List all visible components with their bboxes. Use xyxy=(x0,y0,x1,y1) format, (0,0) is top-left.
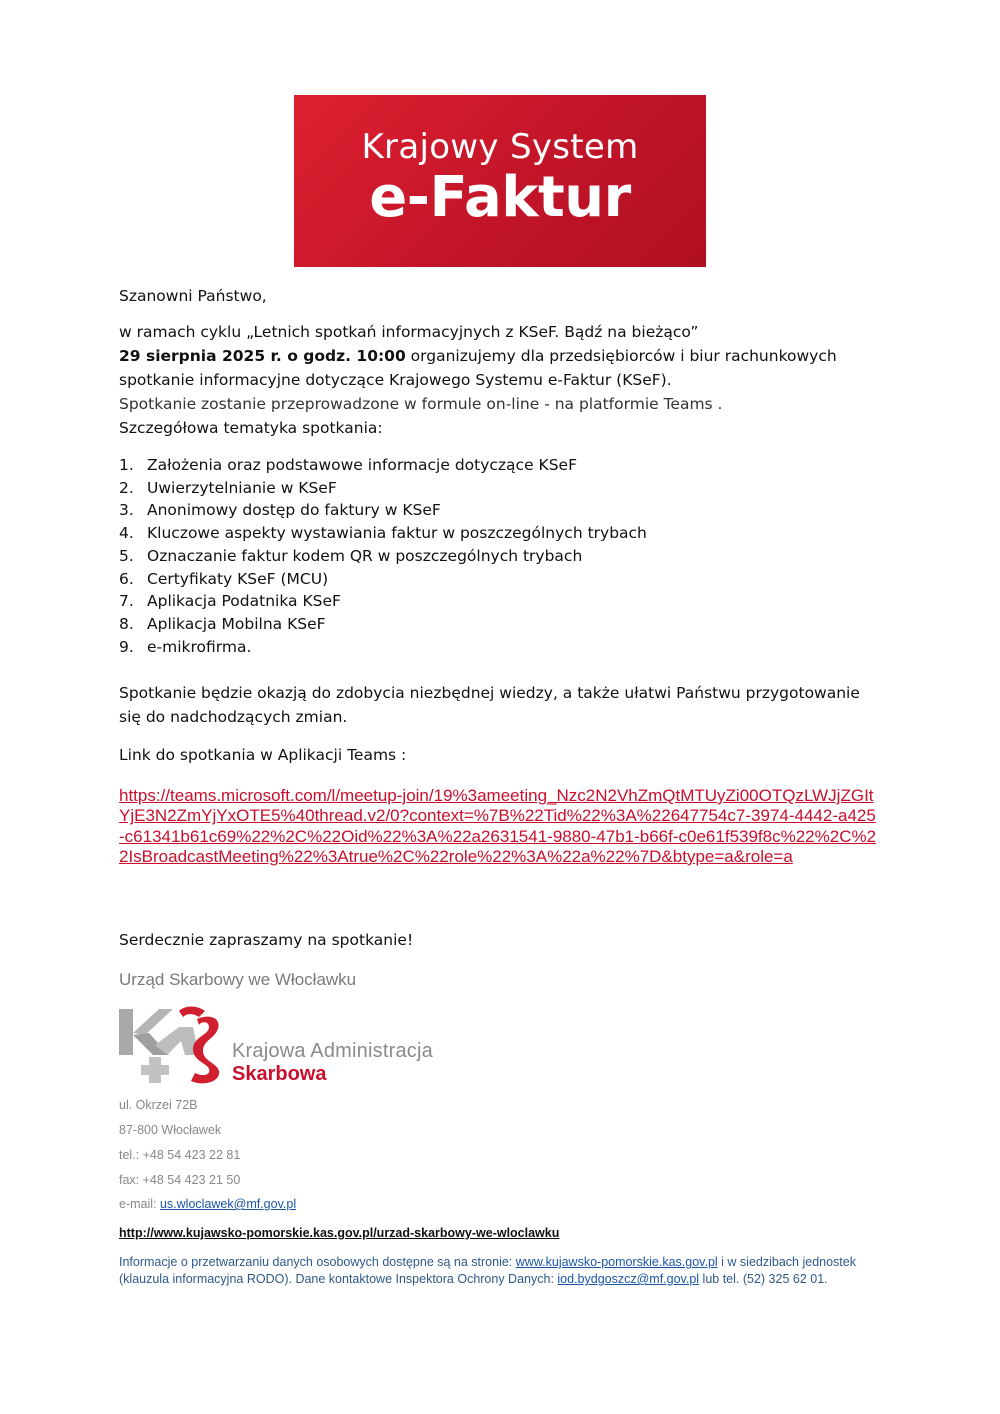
meeting-format: Spotkanie zostanie przeprowadzone w formule on-line - na platformie Teams . xyxy=(119,395,723,413)
banner-title-line2: e-Faktur xyxy=(369,165,631,230)
rodo-notice: Informacje o przetwarzaniu danych osobowych dostępne są na stronie: www.kujawsko-pomorskie.kas.gov.pl i w siedzibach jednostek (klauzula informacyjna RODO). Dane kontaktowe Inspektora Ochrony Danych: iod.bydgoszcz@mf.gov.pl lub tel. (52) 325 62 01. xyxy=(119,1255,856,1286)
greeting: Szanowni Państwo, xyxy=(119,287,267,305)
meeting-date: 29 sierpnia 2025 r. o godz. 10:00 xyxy=(119,347,406,365)
rodo-website-link[interactable]: www.kujawsko-pomorskie.kas.gov.pl xyxy=(515,1255,718,1269)
list-item: 6. Certyfikaty KSeF (MCU) xyxy=(119,569,329,588)
banner-title-line1: Krajowy System xyxy=(361,127,639,167)
intro-paragraph xyxy=(119,320,879,440)
intro-date-sentence xyxy=(119,344,879,392)
office-name: Urząd Skarbowy we Włocławku xyxy=(119,970,357,989)
list-item: 8. Aplikacja Mobilna KSeF xyxy=(119,614,326,633)
address-city: 87-800 Włocławek xyxy=(119,1123,222,1137)
topics-header: Szczegółowa tematyka spotkania: xyxy=(119,419,383,437)
office-website-link[interactable]: http://www.kujawsko-pomorskie.kas.gov.pl/urzad-skarbowy-we-wloclawku xyxy=(119,1226,560,1240)
address-street: ul. Okrzei 72B xyxy=(119,1098,198,1112)
list-item: 4. Kluczowe aspekty wystawiania faktur w poszczególnych trybach xyxy=(119,524,647,543)
kas-name-line2: Skarbowa xyxy=(232,1063,327,1085)
email-link[interactable]: us.wloclawek@mf.gov.pl xyxy=(159,1197,297,1211)
intro-line-cycle: w ramach cyklu „Letnich spotkań informacyjnych z KSeF. Bądź na bieżąco” xyxy=(119,323,699,341)
iod-email-link[interactable]: iod.bydgoszcz@mf.gov.pl xyxy=(557,1272,700,1286)
list-item: 9. e-mikrofirma. xyxy=(119,637,252,656)
fax-number: fax: +48 54 423 21 50 xyxy=(119,1173,241,1187)
list-item: 2. Uwierzytelnianie w KSeF xyxy=(119,478,337,497)
list-item: 3. Anonimowy dostęp do faktury w KSeF xyxy=(119,501,441,520)
list-item: 5. Oznaczanie faktur kodem QR w poszczególnych trybach xyxy=(119,546,583,565)
invitation-closing: Serdecznie zapraszamy na spotkanie! xyxy=(119,931,414,949)
teams-meeting-link[interactable]: https://teams.microsoft.com/l/meetup-join/19%3ameeting_Nzc2N2VhZmQtMTUyZi00OTQzLWJjZGItYjE3N2ZmYjYxOTE5%40thread.v2/0?context=%7B%22Tid%22%3A%22647754c7-3974-4442-a425-c61341b61c69%22%2C%22Oid%22%3A%22a2631541-9880-47b1-b66f-c0e61f539f8c%22%2C%22IsBroadcastMeeting%22%3Atrue%2C%22role%22%3A%22a%22%7D&btype=a&role=a xyxy=(119,786,877,866)
link-label: Link do spotkania w Aplikacji Teams : xyxy=(119,746,407,764)
closing-paragraph: Spotkanie będzie okazją do zdobycia niezbędnej wiedzy, a także ułatwi Państwu przygotowanie się do nadchodzących zmian. xyxy=(119,684,860,726)
phone-number: tel.: +48 54 423 22 81 xyxy=(119,1148,241,1162)
topics-list xyxy=(119,454,879,658)
ksef-banner xyxy=(294,95,706,267)
list-item: 7. Aplikacja Podatnika KSeF xyxy=(119,592,341,611)
kas-name-line1: Krajowa Administracja xyxy=(232,1040,433,1062)
email-line: e-mail: us.wloclawek@mf.gov.pl xyxy=(119,1197,297,1211)
list-item: 1. Założenia oraz podstawowe informacje dotyczące KSeF xyxy=(119,456,577,474)
intro-description: organizujemy dla przedsiębiorców i biur rachunkowych spotkanie informacyjne dotyczące Krajowego Systemu e-Faktur (KSeF). xyxy=(119,347,837,389)
